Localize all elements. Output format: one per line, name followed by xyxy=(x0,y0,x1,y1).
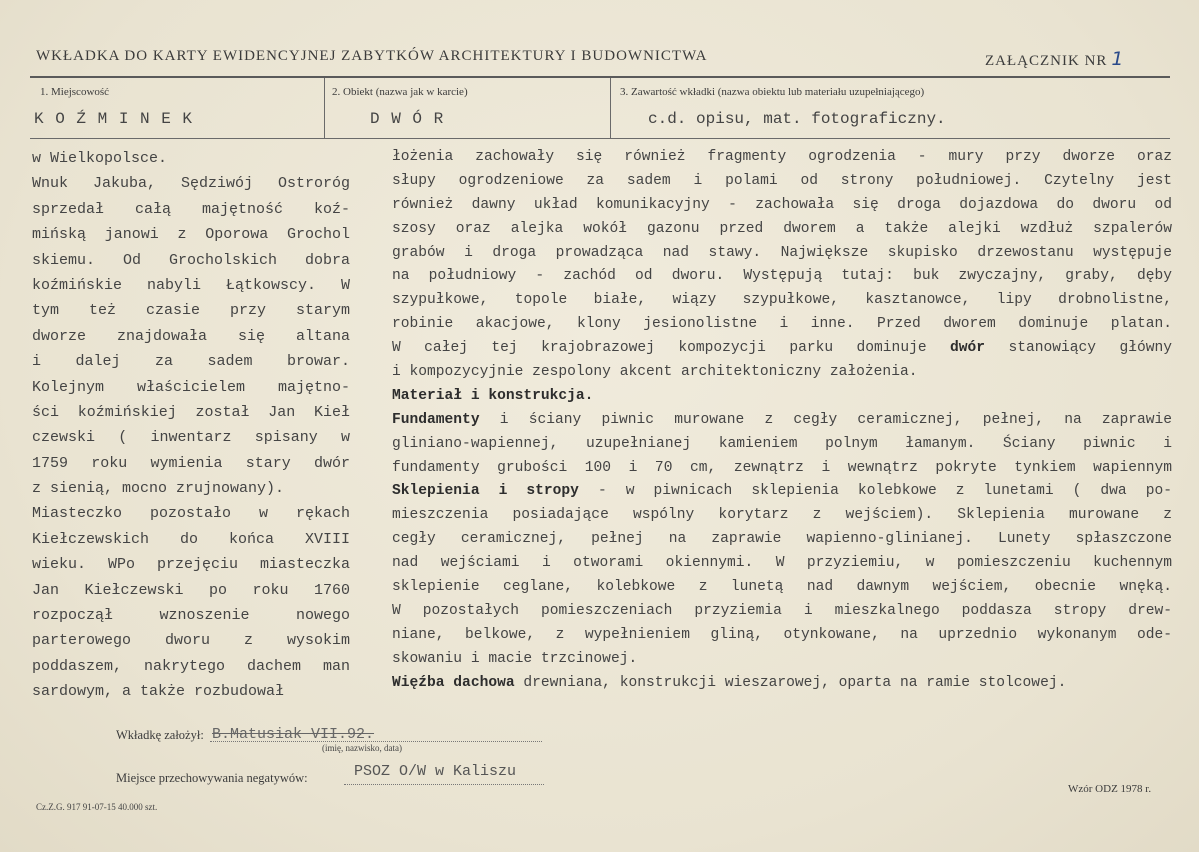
print-info: Cz.Z.G. 917 91-07-15 40.000 szt. xyxy=(36,802,158,812)
history-line: mińską janowi z Oporowa Grochol xyxy=(32,226,350,244)
line-text: - w piwnicach sklepienia kolebkowe z lunetami ( dwa po- xyxy=(578,483,1172,500)
description-line xyxy=(392,361,1172,385)
line-text: na południowy - zachód od dworu. Występują tutaj: buk zwyczajny, graby, dęby xyxy=(392,268,1172,285)
line-text: sklepienie ceglane, kolebkowe z lunetą nad dawnym wejściem, obecnie wnęką. xyxy=(392,579,1172,596)
history-line: ści koźmińskiej został Jan Kieł xyxy=(32,403,350,421)
line-text: stanowiący główny xyxy=(985,340,1173,357)
description-line xyxy=(392,313,1172,337)
description-line xyxy=(392,146,1172,170)
line-text: fundamenty grubości 100 i 70 cm, zewnątrz i wewnątrz pokryte tynkiem wapiennym xyxy=(392,459,1172,476)
line-text: cegły ceramicznej, pełnej na zaprawie wapienno-glinianej. Lunety spłaszczone xyxy=(392,531,1172,548)
description-line xyxy=(392,600,1172,624)
line-text: również dawny układ komunikacyjny - zachowała się droga dojazdowa do dworu od xyxy=(392,196,1172,213)
author-hint: (imię, nazwisko, data) xyxy=(322,743,402,753)
description-line xyxy=(392,265,1172,289)
history-line: w Wielkopolsce. xyxy=(32,150,168,167)
bold-term: dwór xyxy=(950,340,986,357)
bold-term: Więźba dachowa xyxy=(392,674,515,691)
line-text: robinie akacjowe, klony jesionolistne i inne. Przed dworem dominuje platan. xyxy=(392,316,1172,333)
line-text: W pozostałych pomieszczeniach przyziemia i mieszkalnego poddasza stropy drew- xyxy=(392,602,1172,619)
line-text: i kompozycyjnie zespolony akcent architektoniczny założenia. xyxy=(392,364,918,381)
line-text: drewniana, konstrukcji wieszarowej, oparta na ramie stolcowej. xyxy=(514,674,1067,691)
description-line xyxy=(392,457,1172,481)
history-line: skiemu. Od Grocholskich dobra xyxy=(32,251,350,269)
history-line: z sienią, mocno zrujnowany). xyxy=(32,480,285,498)
annex-label: ZAŁĄCZNIK NR xyxy=(985,53,1108,69)
line-text: grabów i droga prowadząca nad stawy. Największe skupisko drzewostanu występuje xyxy=(392,244,1172,261)
location-value: K O Ź M I N E K xyxy=(34,110,194,128)
bold-term: Materiał i konstrukcja. xyxy=(392,387,594,404)
negatives-label: Miejsce przechowywania negatywów: xyxy=(116,771,308,785)
history-line: czewski ( inwentarz spisany w xyxy=(32,429,350,447)
line-text: niane, belkowe, z wypełnieniem gliną, otynkowane, na uprzednio wykonanym ode- xyxy=(392,626,1172,643)
description-line xyxy=(392,648,1172,672)
line-text: słupy ogrodzeniowe za sadem i polami od strony południowej. Czytelny jest xyxy=(392,172,1172,189)
description-line xyxy=(392,624,1172,648)
history-line: rozpoczął wznoszenie nowego xyxy=(32,607,350,625)
author-label: Wkładkę założył: xyxy=(116,728,204,742)
history-line: Jan Kiełczewski po roku 1760 xyxy=(32,581,350,599)
form-model: Wzór ODZ 1978 r. xyxy=(1068,783,1152,795)
description-line xyxy=(392,242,1172,266)
description-line xyxy=(392,552,1172,576)
history-line: Wnuk Jakuba, Sędziwój Ostroróg xyxy=(32,175,350,193)
history-line: poddaszem, nakrytego dachem man xyxy=(32,657,350,675)
fields-rule xyxy=(30,138,1170,139)
history-line: koźmińskie nabyli Łątkowscy. W xyxy=(32,276,350,294)
description-line xyxy=(392,672,1172,696)
line-text: gliniano-wapiennej, uzupełnianej kamieniem polnym łamanym. Ściany piwnic i xyxy=(392,435,1172,452)
annex-number: 1 xyxy=(1111,48,1125,70)
history-line: Kolejnym właścicielem majętno- xyxy=(32,378,350,396)
annex-heading xyxy=(985,48,1125,70)
line-text: W całej tej krajobrazowej kompozycji parku dominuje xyxy=(392,340,951,357)
history-line: parterowego dworu z wysokim xyxy=(32,632,350,650)
field-divider-1 xyxy=(324,78,325,138)
field-divider-2 xyxy=(610,78,611,138)
author-value: B.Matusiak VII.92. xyxy=(212,726,375,743)
line-text: łożenia zachowały się również fragmenty ogrodzenia - mury przy dworze oraz xyxy=(392,149,1172,165)
line-text: szosy oraz alejka wokół gazonu przed dworem a także alejki wzdłuż szpalerów xyxy=(392,220,1172,237)
bold-term: Fundamenty xyxy=(392,411,480,428)
line-text: nad wejściami i otworami okiennymi. W przyziemiu, w pomieszczeniu kuchennym xyxy=(392,555,1172,572)
history-line: Kiełczewskich do końca XVIII xyxy=(32,530,350,548)
description-line xyxy=(392,289,1172,313)
history-line: i dalej za sadem browar. xyxy=(32,353,350,371)
line-text: skowaniu i macie trzcinowej. xyxy=(392,650,638,667)
line-text: mieszczenia posiadające wspólny korytarz z wejściem). Sklepienia murowane z xyxy=(392,507,1172,524)
form-title: WKŁADKA DO KARTY EWIDENCYJNEJ ZABYTKÓW ARCHITEKTURY I BUDOWNICTWA xyxy=(36,48,708,64)
negatives-value: PSOZ O/W w Kaliszu xyxy=(354,763,517,780)
history-line: 1759 roku wymienia stary dwór xyxy=(32,454,350,472)
description-line xyxy=(392,337,1172,361)
contents-label: 3. Zawartość wkładki (nazwa obiektu lub materiału uzupełniającego) xyxy=(620,86,925,98)
description-line xyxy=(392,409,1172,433)
line-text: i ściany piwnic murowane z cegły ceramicznej, pełnej, na zaprawie xyxy=(479,411,1172,428)
description-line xyxy=(392,576,1172,600)
history-text-column xyxy=(32,146,350,705)
history-line: tym też czasie przy starym xyxy=(32,302,350,320)
history-line: sardowym, a także rozbudował xyxy=(32,683,285,701)
history-line: wieku. WPo przejęciu miasteczka xyxy=(32,556,350,574)
history-line: Miasteczko pozostało w rękach xyxy=(32,505,350,523)
bold-term: Sklepienia i stropy xyxy=(392,483,579,500)
description-line xyxy=(392,170,1172,194)
header-rule xyxy=(30,76,1170,78)
description-line xyxy=(392,194,1172,218)
history-line: dworze znajdowała się altana xyxy=(32,327,350,345)
negatives-dotted-line xyxy=(344,784,544,785)
description-line xyxy=(392,528,1172,552)
description-line xyxy=(392,504,1172,528)
contents-value: c.d. opisu, mat. fotograficzny. xyxy=(648,110,946,128)
object-value: D W Ó R xyxy=(370,110,445,128)
location-label: 1. Miejscowość xyxy=(40,86,110,98)
description-line xyxy=(392,480,1172,504)
description-line xyxy=(392,385,1172,409)
line-text: szypułkowe, topole białe, wiązy szypułkowe, kasztanowce, lipy drobnolistne, xyxy=(392,292,1172,309)
history-line: sprzedał całą majętność koź- xyxy=(32,200,350,218)
description-text-column xyxy=(392,146,1172,695)
object-label: 2. Obiekt (nazwa jak w karcie) xyxy=(332,86,468,98)
description-line xyxy=(392,218,1172,242)
description-line xyxy=(392,433,1172,457)
